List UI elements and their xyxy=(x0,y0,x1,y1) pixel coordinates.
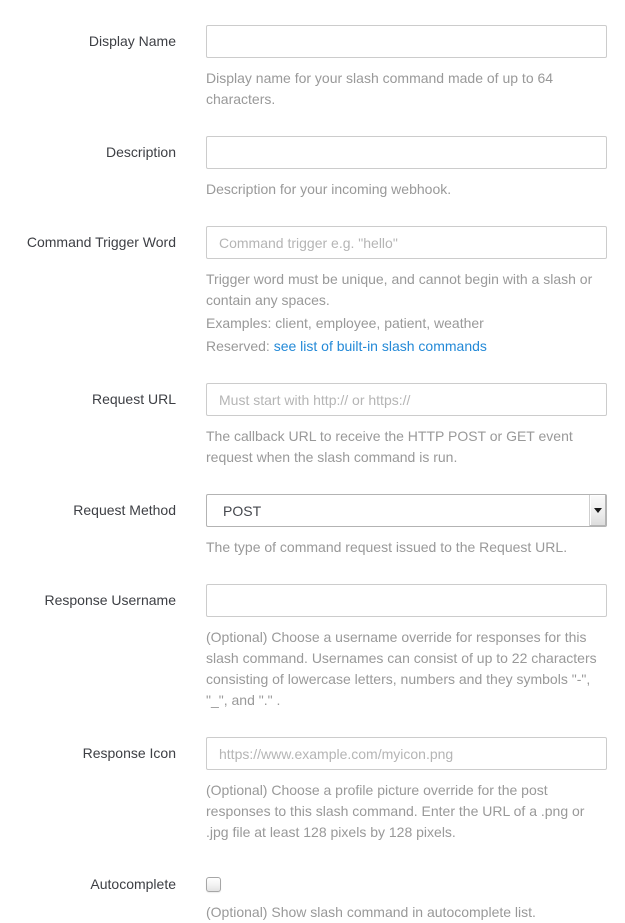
help-text-examples: Examples: client, employee, patient, weather xyxy=(206,315,484,331)
help-text-unique: Trigger word must be unique, and cannot begin with a slash or contain any spaces. xyxy=(206,271,593,308)
help-text: (Optional) Choose a username override for responses for this slash command. Usernames can consist of up to 22 characters consisting of lowercase letters, numbers and they symbols "-", "_", and "." . xyxy=(206,629,597,708)
help-text-reserved xyxy=(206,336,607,357)
form-group-response-username xyxy=(0,584,625,711)
request-method-select-wrap xyxy=(206,494,607,527)
response-icon-input[interactable] xyxy=(206,737,607,770)
autocomplete-label: Autocomplete xyxy=(90,876,176,892)
form-group-display-name xyxy=(0,25,625,110)
trigger-word-label: Command Trigger Word xyxy=(26,234,176,250)
response-icon-help xyxy=(206,780,607,843)
form-group-trigger-word xyxy=(0,226,625,357)
help-text: (Optional) Show slash command in autocomplete list. xyxy=(206,904,536,920)
autocomplete-help xyxy=(206,902,607,923)
response-username-input[interactable] xyxy=(206,584,607,617)
help-text: Description for your incoming webhook. xyxy=(206,181,452,197)
request-url-help xyxy=(206,426,607,468)
request-url-label: Request URL xyxy=(91,391,176,407)
description-input[interactable] xyxy=(206,136,607,169)
request-method-help xyxy=(206,537,607,558)
response-username-help xyxy=(206,627,607,711)
trigger-word-input[interactable] xyxy=(206,226,607,259)
response-icon-label: Response Icon xyxy=(82,745,176,761)
response-username-label: Response Username xyxy=(44,592,176,608)
help-text: (Optional) Choose a profile picture override for the post responses to this slash command. Enter the URL of a .png or .jpg file at least 128 pixels by 128 pixels. xyxy=(206,782,585,840)
form-group-request-method xyxy=(0,494,625,558)
display-name-help xyxy=(206,68,607,110)
form-group-request-url xyxy=(0,383,625,468)
help-text: Display name for your slash command made of up to 64 characters. xyxy=(206,70,554,107)
autocomplete-checkbox[interactable] xyxy=(206,877,221,892)
help-text: The type of command request issued to the Request URL. xyxy=(206,539,568,555)
trigger-word-help xyxy=(206,269,607,357)
display-name-input[interactable] xyxy=(206,25,607,58)
form-group-autocomplete xyxy=(0,869,625,923)
request-method-label: Request Method xyxy=(73,502,176,518)
request-url-input[interactable] xyxy=(206,383,607,416)
description-help xyxy=(206,179,607,200)
description-label: Description xyxy=(105,144,176,160)
request-method-select[interactable] xyxy=(206,494,607,527)
built-in-slash-commands-link[interactable]: see list of built-in slash commands xyxy=(273,338,487,354)
form-group-response-icon xyxy=(0,737,625,843)
form-group-description xyxy=(0,136,625,200)
reserved-prefix: Reserved: xyxy=(206,338,274,354)
display-name-label: Display Name xyxy=(88,33,176,49)
help-text: The callback URL to receive the HTTP POST or GET event request when the slash command is run. xyxy=(206,428,573,465)
